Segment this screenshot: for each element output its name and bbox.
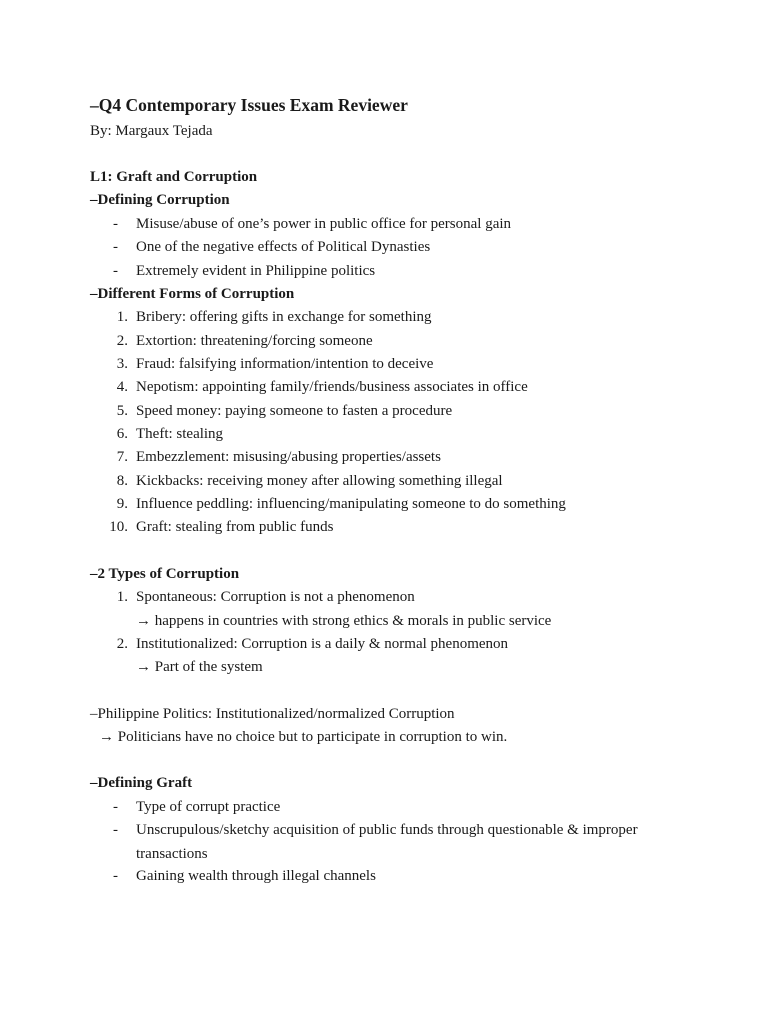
- list-item-text: Institutionalized: Corruption is a daily & normal phenomenon: [136, 636, 509, 652]
- list-number: 9.: [116, 496, 128, 512]
- list-number: 2.: [116, 333, 128, 349]
- section-heading-defining-corruption: –Defining Corruption: [90, 192, 230, 208]
- bullet-text: One of the negative effects of Political Dynasties: [136, 239, 431, 255]
- bullet-item: -: [113, 263, 118, 279]
- list-item-text: Spontaneous: Corruption is not a phenomenon: [136, 589, 415, 605]
- list-number: 10.: [109, 519, 128, 535]
- arrow-subitem: → Part of the system: [136, 659, 263, 675]
- list-item-text: Bribery: offering gifts in exchange for something: [136, 309, 432, 325]
- section-heading-types: –2 Types of Corruption: [90, 566, 240, 582]
- bullet-text: Misuse/abuse of one’s power in public office for personal gain: [136, 216, 512, 232]
- bullet-item: -: [113, 868, 118, 884]
- list-number: 7.: [116, 449, 128, 465]
- author-line: By: Margaux Tejada: [90, 123, 213, 139]
- bullet-item: -: [113, 216, 118, 232]
- list-item-text: Speed money: paying someone to fasten a procedure: [136, 403, 453, 419]
- list-item-text: Theft: stealing: [136, 426, 224, 442]
- lesson-heading: L1: Graft and Corruption: [90, 169, 258, 185]
- list-item-text: Influence peddling: influencing/manipulating someone to do something: [136, 496, 566, 512]
- bullet-text: Gaining wealth through illegal channels: [136, 868, 376, 884]
- section-heading-defining-graft: –Defining Graft: [90, 775, 193, 791]
- list-item-text: Fraud: falsifying information/intention to deceive: [136, 356, 434, 372]
- list-number: 1.: [116, 309, 128, 325]
- list-item-text: Embezzlement: misusing/abusing properties/assets: [136, 449, 441, 465]
- bullet-text: Unscrupulous/sketchy acquisition of public funds through questionable & improper: [136, 822, 638, 838]
- list-item-text: Graft: stealing from public funds: [136, 519, 334, 535]
- bullet-item: -: [113, 239, 118, 255]
- list-item-text: Kickbacks: receiving money after allowing something illegal: [136, 473, 503, 489]
- list-item-text: Extortion: threatening/forcing someone: [136, 333, 373, 349]
- arrow-subitem: → Politicians have no choice but to participate in corruption to win.: [99, 729, 508, 745]
- list-number: 4.: [116, 379, 128, 395]
- bullet-item: -: [113, 822, 118, 838]
- bullet-text: Type of corrupt practice: [136, 799, 281, 815]
- list-number: 6.: [116, 426, 128, 442]
- bullet-text-continued: transactions: [136, 846, 208, 862]
- bullet-item: -: [113, 799, 118, 815]
- list-number: 5.: [116, 403, 128, 419]
- document-title: –Q4 Contemporary Issues Exam Reviewer: [90, 95, 408, 115]
- philippine-politics-line: –Philippine Politics: Institutionalized/normalized Corruption: [90, 706, 455, 722]
- arrow-subitem: → happens in countries with strong ethics & morals in public service: [136, 613, 552, 629]
- section-heading-forms: –Different Forms of Corruption: [90, 286, 295, 302]
- bullet-text: Extremely evident in Philippine politics: [136, 263, 376, 279]
- list-number: 8.: [116, 473, 128, 489]
- list-number: 2.: [116, 636, 128, 652]
- list-number: 1.: [116, 589, 128, 605]
- list-number: 3.: [116, 356, 128, 372]
- list-item-text: Nepotism: appointing family/friends/business associates in office: [136, 379, 528, 395]
